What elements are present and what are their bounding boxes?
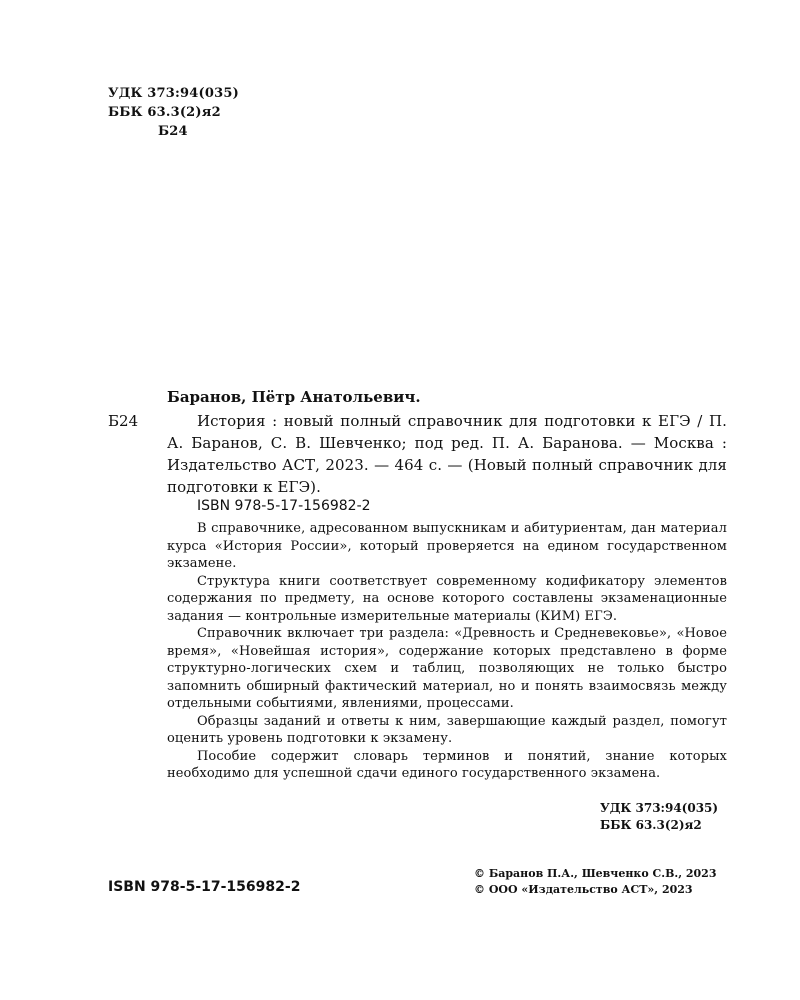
annotation-paragraph: Структура книги соответствует современному кодификатору элементов содержания по предмету, на основе которого составлены экзаменационные задания — контрольные измерительные материалы (КИМ) ЕГЭ. [167, 573, 727, 624]
isbn-record: ISBN 978-5-17-156982-2 [197, 498, 371, 514]
bbk-code-bottom: ББК 63.3(2)я2 [600, 818, 702, 832]
author-mark: Б24 [158, 124, 188, 139]
bibliographic-description: История : новый полный справочник для подготовки к ЕГЭ / П. А. Баранов, С. В. Шевченко; под ред. П. А. Баранова. — Москва : Издательство АСТ, 2023. — 464 с. — (Новый полный справочник для подготовки к ЕГЭ). [167, 412, 727, 496]
bbk-code: ББК 63.3(2)я2 [108, 105, 221, 120]
isbn-footer: ISBN 978-5-17-156982-2 [108, 879, 301, 895]
annotation-paragraph: В справочнике, адресованном выпускникам и абитуриентам, дан материал курса «История России», который проверяется на едином государственном экзамене. [167, 521, 727, 571]
annotation [167, 520, 727, 783]
classification-block-top [108, 84, 239, 141]
author-mark-left: Б24 [108, 412, 139, 430]
annotation-paragraph: Пособие содержит словарь терминов и понятий, знание которых необходимо для успешной сдачи единого государственного экзамена. [167, 748, 727, 781]
annotation-paragraph: Справочник включает три раздела: «Древность и Средневековье», «Новое время», «Новейшая история», содержание которых представлено в форме структурно-логических схем и таблиц, позволяющих не только быстро запомнить обширный фактический материал, но и понять взаимосвязь между отдельными событиями, явлениями, процессами. [167, 626, 727, 711]
copyright-authors: © Баранов П.А., Шевченко С.В., 2023 [474, 867, 717, 880]
classification-block-bottom [600, 800, 718, 834]
author-heading: Баранов, Пётр Анатольевич. [167, 388, 421, 406]
copyright-publisher: © ООО «Издательство АСТ», 2023 [474, 883, 693, 896]
udk-code-bottom: УДК 373:94(035) [600, 801, 719, 815]
copyright-block [474, 866, 717, 898]
udk-code: УДК 373:94(035) [108, 86, 239, 101]
annotation-paragraph: Образцы заданий и ответы к ним, завершающие каждый раздел, помогут оценить уровень подготовки к экзамену. [167, 713, 727, 746]
